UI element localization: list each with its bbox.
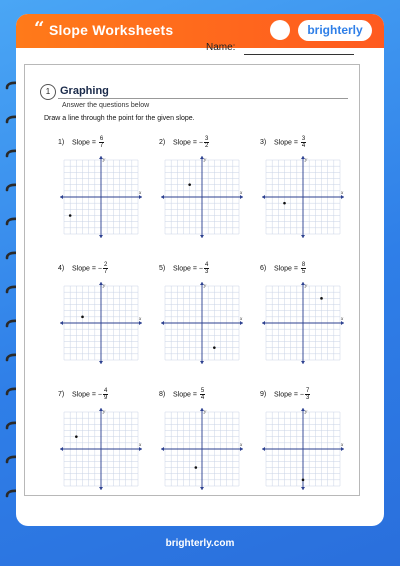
- slope-denominator: 7: [99, 143, 104, 149]
- slope-sign: −: [299, 391, 304, 399]
- slope-numerator: 3: [301, 136, 306, 142]
- slope-numerator: 6: [99, 136, 104, 142]
- axis-arrow-icon: [262, 195, 265, 199]
- coordinate-grid[interactable]: [260, 406, 346, 492]
- problem-label: [58, 136, 104, 149]
- axis-arrow-icon: [161, 447, 164, 451]
- slope-fraction: [99, 136, 104, 149]
- slope-fraction: [305, 388, 310, 401]
- problem-number: 1): [58, 139, 65, 147]
- coordinate-grid[interactable]: [159, 154, 245, 240]
- slope-numerator: 7: [305, 388, 310, 394]
- section-divider: [58, 98, 348, 99]
- x-axis-label: x: [240, 317, 243, 322]
- coordinate-grid[interactable]: [260, 154, 346, 240]
- problem-label: [260, 136, 306, 149]
- x-axis-label: x: [139, 443, 142, 448]
- slope-fraction: [301, 262, 306, 275]
- y-axis-label: y: [103, 158, 106, 163]
- slope-numerator: 8: [301, 262, 306, 268]
- problem-number: 8): [159, 391, 166, 399]
- slope-prefix: Slope =: [72, 391, 98, 399]
- section-title: Graphing: [60, 85, 109, 97]
- y-axis-label: y: [103, 410, 106, 415]
- slope-prefix: Slope =: [72, 265, 98, 273]
- section-number: 1: [40, 84, 56, 100]
- axis-arrow-icon: [99, 487, 103, 490]
- given-point: [195, 466, 198, 469]
- coordinate-grid[interactable]: [260, 280, 346, 366]
- y-axis-label: y: [204, 158, 207, 163]
- slope-prefix: Slope =: [274, 391, 300, 399]
- axis-arrow-icon: [200, 487, 204, 490]
- slope-denominator: 2: [204, 143, 209, 149]
- x-axis-label: x: [240, 191, 243, 196]
- slope-sign: −: [97, 391, 102, 399]
- x-axis-label: x: [139, 191, 142, 196]
- name-label: Name:: [206, 42, 236, 53]
- slope-fraction: [200, 388, 205, 401]
- given-point: [283, 202, 286, 205]
- axis-arrow-icon: [200, 235, 204, 238]
- axis-arrow-icon: [200, 361, 204, 364]
- slope-numerator: 5: [200, 388, 205, 394]
- given-point: [75, 435, 78, 438]
- axis-arrow-icon: [301, 487, 305, 490]
- slope-sign: −: [198, 139, 203, 147]
- given-point: [320, 297, 323, 300]
- slope-sign: −: [198, 265, 203, 273]
- axis-arrow-icon: [99, 361, 103, 364]
- slope-prefix: Slope =: [274, 265, 300, 273]
- slope-denominator: 3: [305, 395, 310, 401]
- y-axis-label: y: [305, 284, 308, 289]
- coordinate-grid[interactable]: [58, 280, 144, 366]
- y-axis-label: y: [204, 284, 207, 289]
- slope-denominator: 7: [103, 269, 108, 275]
- worksheet-header: [16, 14, 384, 48]
- slope-prefix: Slope =: [72, 139, 98, 147]
- section-subtitle: Answer the questions below: [62, 102, 150, 109]
- axis-arrow-icon: [262, 447, 265, 451]
- x-axis-label: x: [240, 443, 243, 448]
- slope-denominator: 4: [200, 395, 205, 401]
- name-field-line[interactable]: [244, 54, 354, 55]
- problem-label: [159, 136, 209, 149]
- problem-number: 9): [260, 391, 267, 399]
- x-axis-label: x: [341, 317, 344, 322]
- slope-denominator: 4: [301, 143, 306, 149]
- problem-label: [58, 388, 108, 401]
- problem-number: 7): [58, 391, 65, 399]
- axis-arrow-icon: [262, 321, 265, 325]
- problem-label: [159, 262, 209, 275]
- given-point: [188, 183, 191, 186]
- slope-sign: −: [97, 265, 102, 273]
- problem-number: 3): [260, 139, 267, 147]
- brand-logo: brighterly: [298, 20, 372, 41]
- given-point: [81, 316, 84, 319]
- problem-number: 4): [58, 265, 65, 273]
- slope-prefix: Slope =: [173, 139, 199, 147]
- axis-arrow-icon: [60, 195, 63, 199]
- slope-denominator: 5: [301, 269, 306, 275]
- given-point: [302, 479, 305, 482]
- problem-label: [58, 262, 108, 275]
- y-axis-label: y: [204, 410, 207, 415]
- x-axis-label: x: [139, 317, 142, 322]
- y-axis-label: y: [103, 284, 106, 289]
- quote-icon: “: [34, 18, 45, 39]
- slope-numerator: 2: [103, 262, 108, 268]
- slope-fraction: [103, 388, 108, 401]
- coordinate-grid[interactable]: [159, 406, 245, 492]
- circle-icon: [270, 20, 290, 40]
- given-point: [213, 346, 216, 349]
- slope-fraction: [103, 262, 108, 275]
- coordinate-grid[interactable]: [58, 154, 144, 240]
- problem-label: [159, 388, 205, 401]
- y-axis-label: y: [305, 410, 308, 415]
- axis-arrow-icon: [161, 195, 164, 199]
- slope-numerator: 3: [204, 136, 209, 142]
- axis-arrow-icon: [99, 235, 103, 238]
- x-axis-label: x: [341, 443, 344, 448]
- slope-numerator: 4: [204, 262, 209, 268]
- problem-label: [260, 388, 310, 401]
- slope-fraction: [204, 262, 209, 275]
- worksheet-title: Slope Worksheets: [49, 22, 174, 38]
- problem-number: 2): [159, 139, 166, 147]
- footer-url: brighterly.com: [165, 538, 235, 549]
- coordinate-grid[interactable]: [159, 280, 245, 366]
- axis-arrow-icon: [301, 361, 305, 364]
- axis-arrow-icon: [301, 235, 305, 238]
- slope-denominator: 9: [103, 395, 108, 401]
- instruction-text: Draw a line through the point for the given slope.: [44, 115, 195, 122]
- slope-prefix: Slope =: [274, 139, 300, 147]
- problem-label: [260, 262, 306, 275]
- slope-prefix: Slope =: [173, 265, 199, 273]
- slope-denominator: 3: [204, 269, 209, 275]
- problem-number: 6): [260, 265, 267, 273]
- slope-prefix: Slope =: [173, 391, 199, 399]
- slope-numerator: 4: [103, 388, 108, 394]
- x-axis-label: x: [341, 191, 344, 196]
- slope-fraction: [204, 136, 209, 149]
- y-axis-label: y: [305, 158, 308, 163]
- axis-arrow-icon: [60, 447, 63, 451]
- given-point: [69, 214, 72, 217]
- problem-number: 5): [159, 265, 166, 273]
- axis-arrow-icon: [161, 321, 164, 325]
- coordinate-grid[interactable]: [58, 406, 144, 492]
- axis-arrow-icon: [60, 321, 63, 325]
- slope-fraction: [301, 136, 306, 149]
